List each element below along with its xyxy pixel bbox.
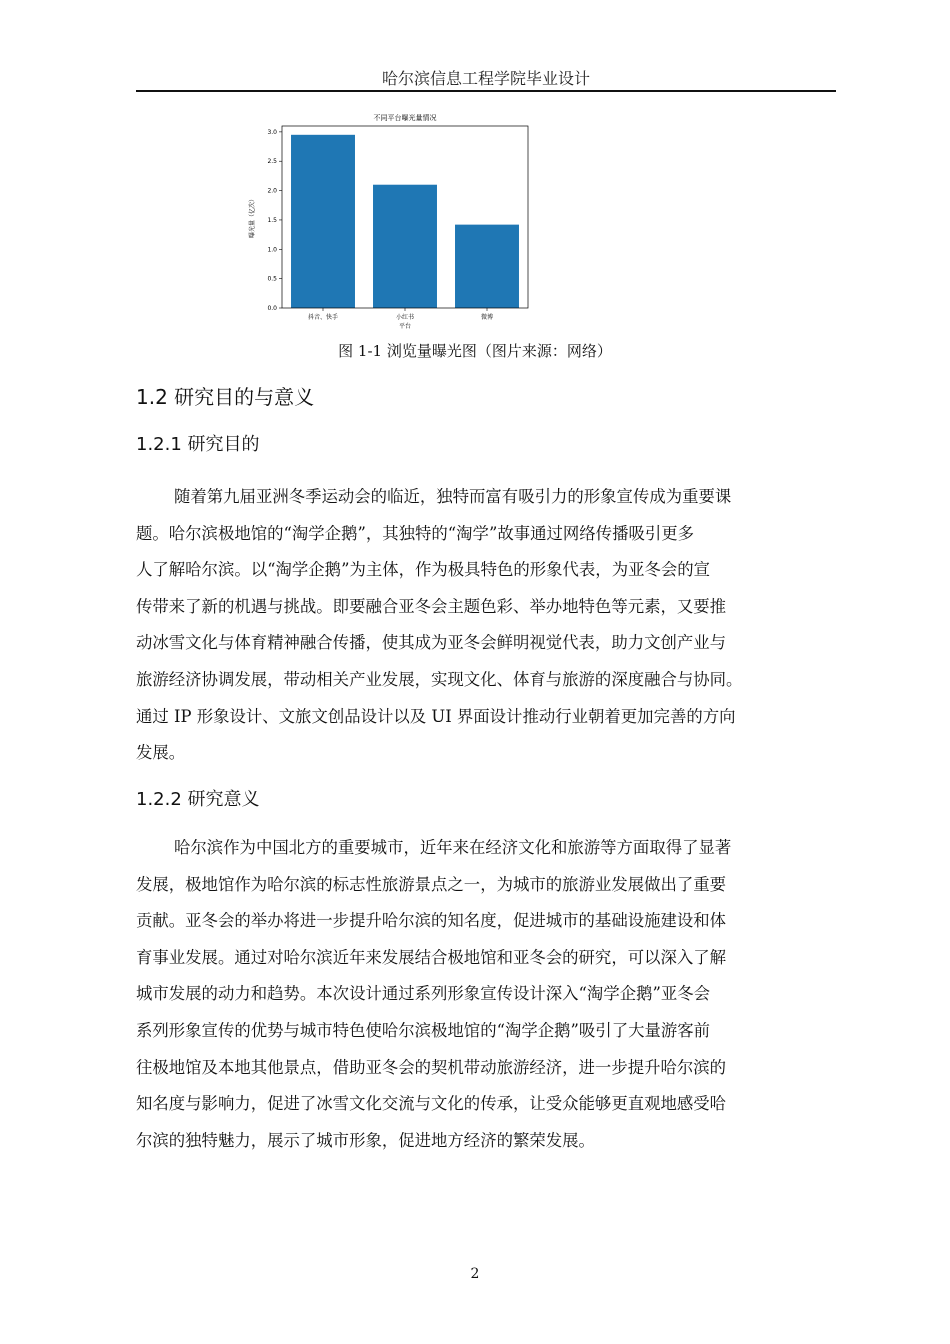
subsection-title-significance: 1.2.2 研究意义: [136, 789, 260, 810]
y-tick-label: 0.0: [267, 305, 277, 312]
paragraph-line: 动冰雪文化与体育精神融合传播，使其成为亚冬会鲜明视觉代表，助力文创产业与: [136, 633, 727, 653]
bar: [455, 225, 519, 308]
paragraph-line: 旅游经济协调发展，带动相关产业发展，实现文化、体育与旅游的深度融合与协同。: [136, 669, 743, 689]
y-tick-label: 1.5: [267, 216, 277, 224]
paragraph-line: 系列形象宣传的优势与城市特色使哈尔滨极地馆的“淘学企鹅”吸引了大量游客前: [136, 1020, 711, 1040]
paragraph-line: 人了解哈尔滨。以“淘学企鹅”为主体，作为极具特色的形象代表，为亚冬会的宣: [136, 560, 711, 580]
x-tick-label: 抖音、快手: [307, 314, 339, 321]
paragraph-line: 贡献。亚冬会的举办将进一步提升哈尔滨的知名度，促进城市的基础设施建设和体: [136, 911, 727, 931]
paragraph-line: 发展，极地馆作为哈尔滨的标志性旅游景点之一，为城市的旅游业发展做出了重要: [136, 874, 727, 894]
y-tick-label: 0.5: [267, 275, 277, 283]
purpose-paragraph: [136, 479, 856, 772]
paragraph-line: 发展。: [136, 743, 186, 763]
bar-chart-figure: [230, 108, 550, 338]
paragraph-line: 题。哈尔滨极地馆的“淘学企鹅”，其独特的“淘学”故事通过网络传播吸引更多: [136, 523, 695, 543]
x-tick-label: 小红书: [395, 314, 415, 321]
x-axis-label: 平台: [398, 323, 412, 330]
paragraph-line: 随着第九届亚洲冬季运动会的临近，独特而富有吸引力的形象宣传成为重要课: [174, 487, 732, 506]
y-tick-label: 2.0: [267, 187, 277, 195]
page-number: 2: [470, 1266, 480, 1282]
paragraph-line: 哈尔滨作为中国北方的重要城市，近年来在经济文化和旅游等方面取得了显著: [174, 838, 732, 857]
paragraph-line: 通过 IP 形象设计、文旅文创品设计以及 UI 界面设计推动行业朝着更加完善的方向: [136, 706, 736, 726]
y-tick-label: 2.5: [267, 158, 277, 166]
paragraph-line: 传带来了新的机遇与挑战。即要融合亚冬会主题色彩、举办地特色等元素，又要推: [136, 596, 727, 616]
chart-title: 不同平台曝光量情况: [373, 114, 437, 122]
bar-chart: [230, 108, 550, 338]
subsection-title-purpose: 1.2.1 研究目的: [136, 434, 260, 455]
page-header: 哈尔滨信息工程学院毕业设计: [136, 66, 836, 92]
significance-paragraph: [136, 830, 856, 1159]
paragraph-line: 往极地馆及本地其他景点，借助亚冬会的契机带动旅游经济，进一步提升哈尔滨的: [136, 1057, 727, 1077]
section-title: 1.2 研究目的与意义: [136, 385, 315, 409]
y-axis-label: 曝光量（亿次）: [249, 195, 256, 239]
bar: [291, 135, 355, 308]
y-tick-label: 1.0: [267, 246, 277, 254]
paragraph-line: 城市发展的动力和趋势。本次设计通过系列形象宣传设计深入“淘学企鹅”亚冬会: [136, 984, 711, 1004]
figure-caption: 图 1-1 浏览量曝光图（图片来源：网络）: [338, 342, 612, 360]
x-tick-label: 微博: [480, 314, 494, 321]
paragraph-line: 尔滨的独特魅力，展示了城市形象，促进地方经济的繁荣发展。: [136, 1130, 595, 1150]
paragraph-line: 知名度与影响力，促进了冰雪文化交流与文化的传承，让受众能够更直观地感受哈: [136, 1094, 727, 1114]
bar: [373, 185, 437, 308]
paragraph-line: 育事业发展。通过对哈尔滨近年来发展结合极地馆和亚冬会的研究，可以深入了解: [136, 947, 727, 967]
y-tick-label: 3.0: [267, 128, 277, 136]
